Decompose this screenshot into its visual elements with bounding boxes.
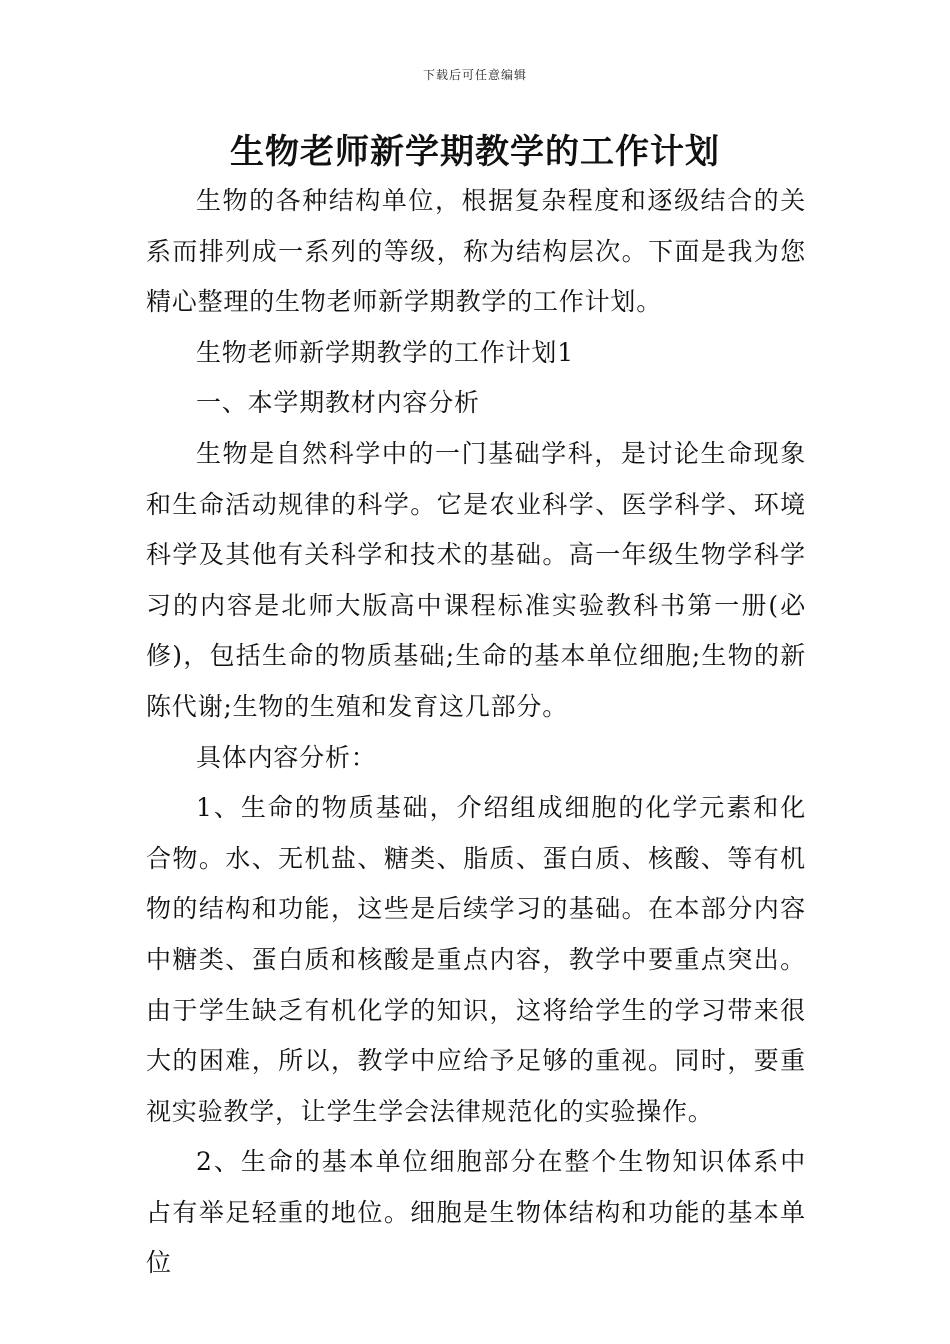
document-body xyxy=(146,176,806,1289)
paragraph-section-heading: 生物老师新学期教学的工作计划1 xyxy=(196,337,574,367)
paragraph-subheading: 一、本学期教材内容分析 xyxy=(196,388,480,418)
paragraph-intro: 生物的各种结构单位，根据复杂程度和逐级结合的关系而排列成一系列的等级，称为结构层次。下面是我为您精心整理的生物老师新学期教学的工作计划。 xyxy=(146,186,806,317)
paragraph-item-2: 2、生命的基本单位细胞部分在整个生物知识体系中占有举足轻重的地位。细胞是生物体结构和功能的基本单位 xyxy=(146,1147,806,1278)
paragraph-detail-label: 具体内容分析： xyxy=(196,742,377,772)
document-title: 生物老师新学期教学的工作计划 xyxy=(230,132,720,172)
paragraph-analysis: 生物是自然科学中的一门基础学科，是讨论生命现象和生命活动规律的科学。它是农业科学、医学科学、环境科学及其他有关科学和技术的基础。高一年级生物学科学习的内容是北师大版高中课程标准实验教科书第一册(必修)，包括生命的物质基础;生命的基本单位细胞;生物的新陈代谢;生物的生殖和发育这几部分。 xyxy=(146,438,806,721)
paragraph-item-1: 1、生命的物质基础，介绍组成细胞的化学元素和化合物。水、无机盐、糖类、脂质、蛋白质、核酸、等有机物的结构和功能，这些是后续学习的基础。在本部分内容中糖类、蛋白质和核酸是重点内容，教学中要重点突出。由于学生缺乏有机化学的知识，这将给学生的学习带来很大的困难，所以，教学中应给予足够的重视。同时，要重视实验教学，让学生学会法律规范化的实验操作。 xyxy=(146,793,806,1126)
header-note: 下载后可任意编辑 xyxy=(422,68,527,82)
